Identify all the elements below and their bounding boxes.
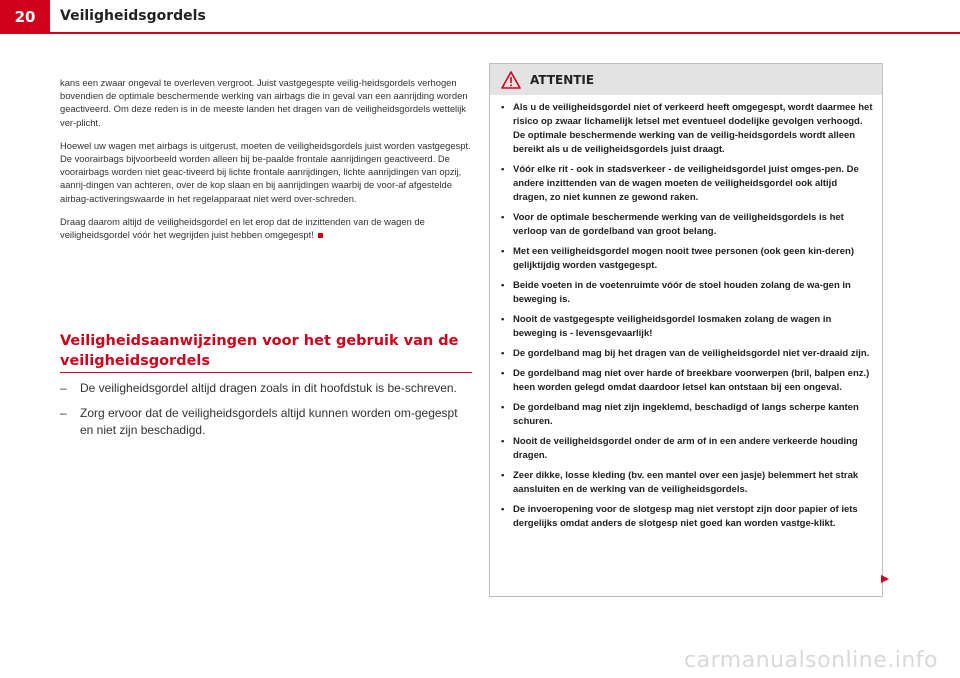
chapter-title: Veiligheidsgordels — [60, 8, 206, 24]
warning-list — [501, 101, 873, 537]
list-item — [501, 435, 873, 463]
list-item-text: Vóór elke rit - ook in stadsverkeer - de veiligheidsgordel juist omges-pen. De andere inzittenden van de wagen moeten de veiligheidsgordel ook altijd dragen, zo niet kunnen ze gewond raken. — [513, 164, 859, 203]
list-item-text: De gordelband mag bij het dragen van de veiligheidsgordel niet ver-draaid zijn. — [513, 348, 870, 359]
list-item — [501, 279, 873, 307]
body-text-column — [60, 76, 472, 251]
list-item — [501, 503, 873, 531]
page-number-badge — [0, 0, 50, 34]
list-item — [501, 367, 873, 395]
list-item-text: De gordelband mag niet over harde of breekbare voorwerpen (bril, balpen enz.) heen worden gelegd omdat daardoor letsel kan ontstaan bij een ongeval. — [513, 368, 870, 393]
header-divider — [50, 32, 960, 34]
bullet-icon: • — [501, 436, 505, 447]
list-item — [501, 313, 873, 341]
bullet-icon: • — [501, 212, 505, 223]
list-item-text: Met een veiligheidsgordel mogen nooit twee personen (ook geen kin-deren) gelijktijdig worden vastgegespt. — [513, 246, 854, 271]
continue-arrow-icon — [880, 574, 890, 584]
instruction-list — [60, 380, 472, 447]
list-item — [501, 211, 873, 239]
bullet-icon: • — [501, 314, 505, 325]
bullet-icon: • — [501, 368, 505, 379]
paragraph — [60, 215, 472, 241]
list-item — [501, 101, 873, 157]
section-end-marker-icon — [318, 233, 323, 238]
list-item-text: Als u de veiligheidsgordel niet of verkeerd heeft omgegespt, wordt daarmee het risico op zwaar lichamelijk letsel met eventueel dodelijke gevolgen verhoogd. De optimale beschermende werking van de veilig-heidsgordels wordt alleen bereikt als u de veiligheidsgordels juist draagt. — [513, 102, 873, 155]
section-heading: Veiligheidsaanwijzingen voor het gebruik van de veiligheidsgordels — [60, 333, 459, 369]
page-number: 20 — [14, 8, 36, 26]
list-item-text: Voor de optimale beschermende werking van de veiligheidsgordels is het verloop van de gordelband van groot belang. — [513, 212, 844, 237]
list-item-text: De invoeropening voor de slotgesp mag niet verstopt zijn door papier of iets dergelijks omdat anders de slotgesp niet goed kan worden vastge-klikt. — [513, 504, 858, 529]
list-item-text: De veiligheidsgordel altijd dragen zoals in dit hoofdstuk is be-schreven. — [80, 381, 457, 395]
list-item-text: Zeer dikke, losse kleding (bv. een mantel over een jasje) belemmert het strak aansluiten en de werking van de veiligheidsgordels. — [513, 470, 859, 495]
bullet-icon: • — [501, 280, 505, 291]
list-item-text: Nooit de vastgegespte veiligheidsgordel losmaken zolang de wagen in beweging is - levensgevaarlijk! — [513, 314, 832, 339]
warning-title: ATTENTIE — [530, 72, 595, 87]
list-item-text: De gordelband mag niet zijn ingeklemd, beschadigd of langs scherpe kanten schuren. — [513, 402, 859, 427]
bullet-icon: • — [501, 246, 505, 257]
list-item-text: Zorg ervoor dat de veiligheidsgordels altijd kunnen worden om-gegespt en niet zijn beschadigd. — [80, 406, 458, 437]
dash-icon: – — [60, 406, 67, 420]
list-item-text: Beide voeten in de voetenruimte vóór de stoel houden zolang de wa-gen in beweging is. — [513, 280, 851, 305]
list-item-text: Nooit de veiligheidsgordel onder de arm of in een andere verkeerde houding dragen. — [513, 436, 858, 461]
list-item — [501, 347, 873, 361]
bullet-icon: • — [501, 102, 505, 113]
list-item — [501, 469, 873, 497]
list-item — [60, 405, 472, 439]
warning-box — [489, 63, 883, 597]
list-item — [501, 401, 873, 429]
dash-icon: – — [60, 381, 67, 395]
watermark: carmanualsonline.info — [684, 648, 938, 673]
list-item — [60, 380, 472, 397]
bullet-icon: • — [501, 504, 505, 515]
section-divider — [60, 372, 472, 373]
paragraph-text: Draag daarom altijd de veiligheidsgordel en let erop dat de inzittenden van de wagen de veiligheidsgordel vóór het wegrijden juist hebben omgegespt! — [60, 215, 425, 241]
list-item — [501, 163, 873, 205]
paragraph: Hoewel uw wagen met airbags is uitgerust, moeten de veiligheidsgordels juist worden vastgegespt. De voorairbags bijvoorbeeld worden alleen bij be-paalde frontale aanrijdingen geactiveerd. De voorairbags worden niet geac-tiveerd bij lichte frontale aanrijdingen, lichte aanrijdingen van opzij, aanrij-dingen van achteren, over de kop slaan en bij aanrijdingen waarbij de voor-af afgestelde airbag-activeringswaarde in het regelapparaat niet werd over-schreden. — [60, 139, 471, 204]
warning-header — [490, 64, 882, 95]
bullet-icon: • — [501, 470, 505, 481]
bullet-icon: • — [501, 348, 505, 359]
list-item — [501, 245, 873, 273]
bullet-icon: • — [501, 402, 505, 413]
paragraph: kans een zwaar ongeval te overleven vergroot. Juist vastgegespte veilig-heidsgordels verhogen bovendien de optimale beschermende werking van airbags die in geval van een aanrijding worden geactiveerd. Om deze reden is in de meeste landen het dragen van de veiligheidsgordels wettelijk ver-plicht. — [60, 77, 468, 128]
bullet-icon: • — [501, 164, 505, 175]
warning-triangle-icon — [501, 71, 521, 89]
